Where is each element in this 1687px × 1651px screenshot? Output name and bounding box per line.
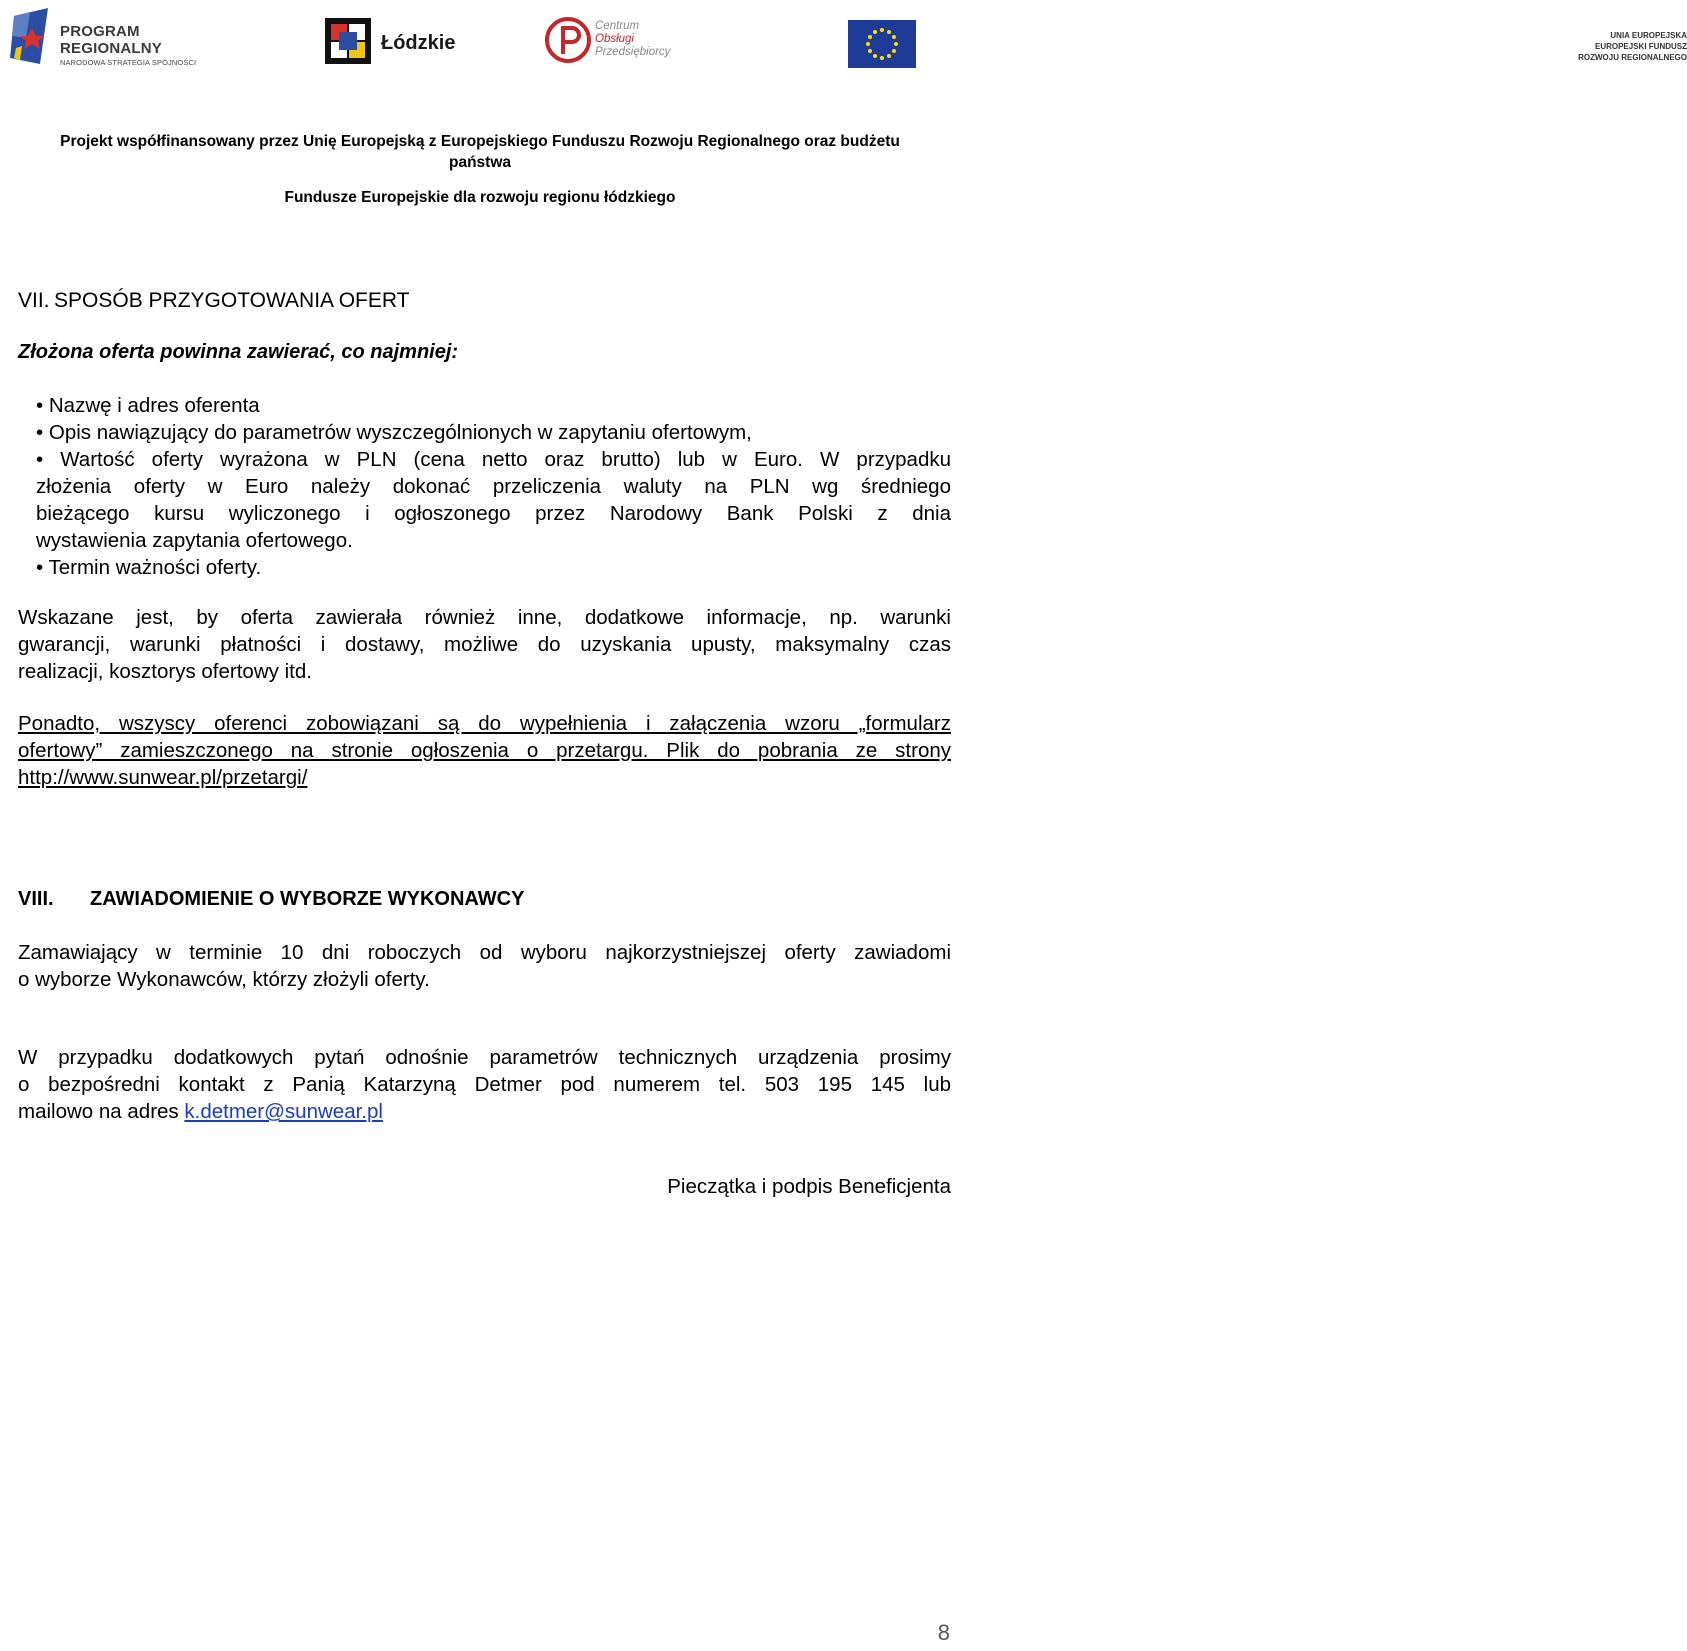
ue-line2: EUROPEJSKI FUNDUSZ: [1594, 42, 1687, 51]
section7-paragraph2-line: Ponadto, wszyscy oferenci zobowiązani są do wypełnienia i załączenia wzoru „formularz: [18, 712, 951, 735]
cop-logo: [545, 14, 671, 72]
list-item-continuation: wystawienia zapytania ofertowego.: [36, 529, 353, 552]
logo-program-line2: REGIONALNY: [60, 40, 163, 57]
section7-paragraph1-line: Wskazane jest, by oferta zawierała również inne, dodatkowe informacje, np. warunki: [18, 606, 951, 629]
header-line1: Projekt współfinansowany przez Unię Europejską z Europejskiego Funduszu Rozwoju Regionalnego oraz budżetu: [60, 133, 900, 150]
header-cofinancing: [0, 131, 960, 173]
section8-heading: [18, 886, 951, 913]
email-link[interactable]: k.detmer@sunwear.pl: [184, 1100, 383, 1123]
section8-title: ZAWIADOMIENIE O WYBORZE WYKONAWCY: [90, 888, 525, 910]
header-line1b: państwa: [448, 154, 511, 171]
lodzkie-label: Łódzkie: [381, 32, 456, 54]
page-number: 8: [937, 1620, 950, 1645]
section7-title: SPOSÓB PRZYGOTOWANIA OFERT: [54, 289, 410, 312]
list-item-continuation: bieżącego kursu wyliczonego i ogłoszonego przez Narodowy Bank Polski z dnia: [36, 502, 951, 525]
section7-paragraph2-line: ofertowy” zamieszczonego na stronie ogłoszenia o przetargu. Plik do pobrania ze strony: [18, 739, 951, 762]
lodzkie-emblem-icon: [325, 18, 371, 64]
list-item: • Nazwę i adres oferenta: [36, 394, 260, 417]
contact-text: mailowo na adres: [18, 1100, 185, 1123]
list-item: • Opis nawiązujący do parametrów wyszczególnionych w zapytaniu ofertowym,: [36, 421, 752, 444]
section7-number: VII.: [18, 289, 50, 312]
list-item-continuation: złożenia oferty w Euro należy dokonać przeliczenia waluty na PLN wg średniego: [36, 475, 951, 498]
eu-flag-icon: [848, 20, 916, 68]
cop-line3: Przedsiębiorcy: [595, 46, 671, 58]
cop-line2: Obsługi: [595, 33, 634, 45]
section8-paragraph1-line: o wyborze Wykonawców, którzy złożyli oferty.: [18, 968, 430, 991]
logo-bar: [0, 0, 1687, 90]
cop-emblem-icon: [545, 14, 591, 66]
lodzkie-logo: [325, 18, 455, 68]
signature-label: Pieczątka i podpis Beneficjenta: [667, 1175, 951, 1198]
section8-paragraph1-line: Zamawiający w terminie 10 dni roboczych od wyboru najkorzystniejszej oferty zawiadomi: [18, 941, 951, 964]
cop-line1: Centrum: [595, 20, 640, 32]
section7-lead: Złożona oferta powinna zawierać, co najmniej:: [18, 341, 459, 363]
header-funds: Fundusze Europejskie dla rozwoju regionu łódzkiego: [284, 189, 676, 206]
list-item: • Wartość oferty wyrażona w PLN (cena netto oraz brutto) lub w Euro. W przypadku: [36, 448, 951, 471]
section8-paragraph2-line: [18, 1098, 951, 1125]
tenders-link[interactable]: http://www.sunwear.pl/przetargi/: [18, 766, 308, 789]
logo-program-line3: NARODOWA STRATEGIA SPÓJNOŚCI: [60, 58, 197, 67]
ue-logo: [736, 16, 1687, 72]
section8-paragraph2-line: W przypadku dodatkowych pytań odnośnie parametrów technicznych urządzenia prosimy: [18, 1046, 951, 1069]
program-regionalny-logo: [10, 8, 200, 70]
section8-number: VIII.: [18, 888, 54, 910]
list-item: • Termin ważności oferty.: [36, 556, 262, 579]
section7-heading: [18, 287, 951, 314]
logo-program-line1: PROGRAM: [60, 23, 140, 40]
section8-paragraph2-line: o bezpośredni kontakt z Panią Katarzyną Detmer pod numerem tel. 503 195 145 lub: [18, 1073, 951, 1096]
ue-line1: UNIA EUROPEJSKA: [1610, 31, 1687, 40]
program-regionalny-emblem-icon: [10, 8, 56, 70]
ue-line3: ROZWOJU REGIONALNEGO: [1578, 53, 1687, 62]
section7-paragraph1-line: realizacji, kosztorys ofertowy itd.: [18, 660, 312, 683]
section7-paragraph1-line: gwarancji, warunki płatności i dostawy, możliwe do uzyskania upusty, maksymalny czas: [18, 633, 951, 656]
